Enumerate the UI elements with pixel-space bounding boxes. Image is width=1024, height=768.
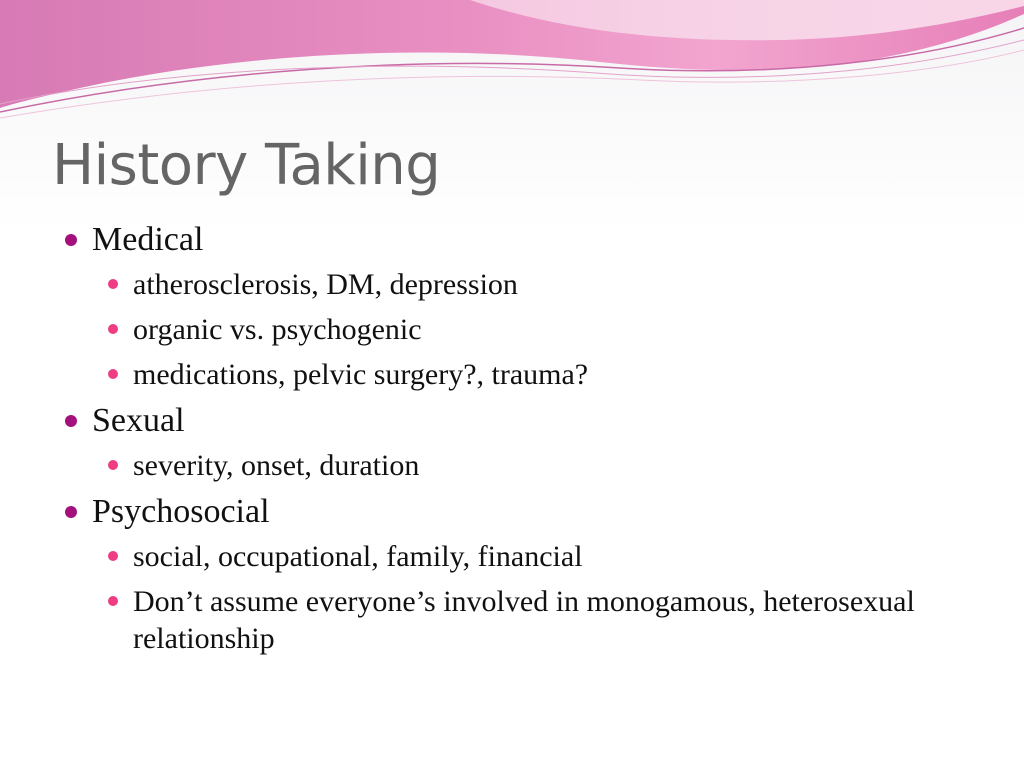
list-item-text: severity, onset, duration <box>133 449 420 482</box>
list-item-text: atherosclerosis, DM, depression <box>133 268 518 301</box>
bullet-icon <box>65 234 77 246</box>
section-heading: Medical <box>92 221 204 258</box>
list-item-text: organic vs. psychogenic <box>133 313 422 346</box>
bullet-icon <box>65 506 77 518</box>
bullet-icon <box>108 279 118 289</box>
section-sexual <box>62 399 962 443</box>
bullet-list <box>62 218 962 657</box>
section-psychosocial <box>62 490 962 534</box>
bullet-icon <box>108 596 118 606</box>
section-heading: Sexual <box>92 402 185 439</box>
list-item-text: social, occupational, family, financial <box>133 540 583 573</box>
list-item <box>62 447 962 484</box>
list-item-text: Don’t assume everyone’s involved in monogamous, heterosexual relationship <box>133 585 915 655</box>
bullet-icon <box>108 369 118 379</box>
list-item <box>62 538 962 575</box>
decorative-wave-banner <box>0 0 1024 130</box>
list-item <box>62 266 962 303</box>
slide-title: History Taking <box>52 133 441 198</box>
bullet-icon <box>108 551 118 561</box>
list-item <box>62 583 962 657</box>
list-item <box>62 311 962 348</box>
bullet-icon <box>108 324 118 334</box>
bullet-icon <box>65 415 77 427</box>
section-heading: Psychosocial <box>92 493 270 530</box>
bullet-icon <box>108 460 118 470</box>
list-item <box>62 356 962 393</box>
list-item-text: medications, pelvic surgery?, trauma? <box>133 358 589 391</box>
section-medical <box>62 218 962 262</box>
